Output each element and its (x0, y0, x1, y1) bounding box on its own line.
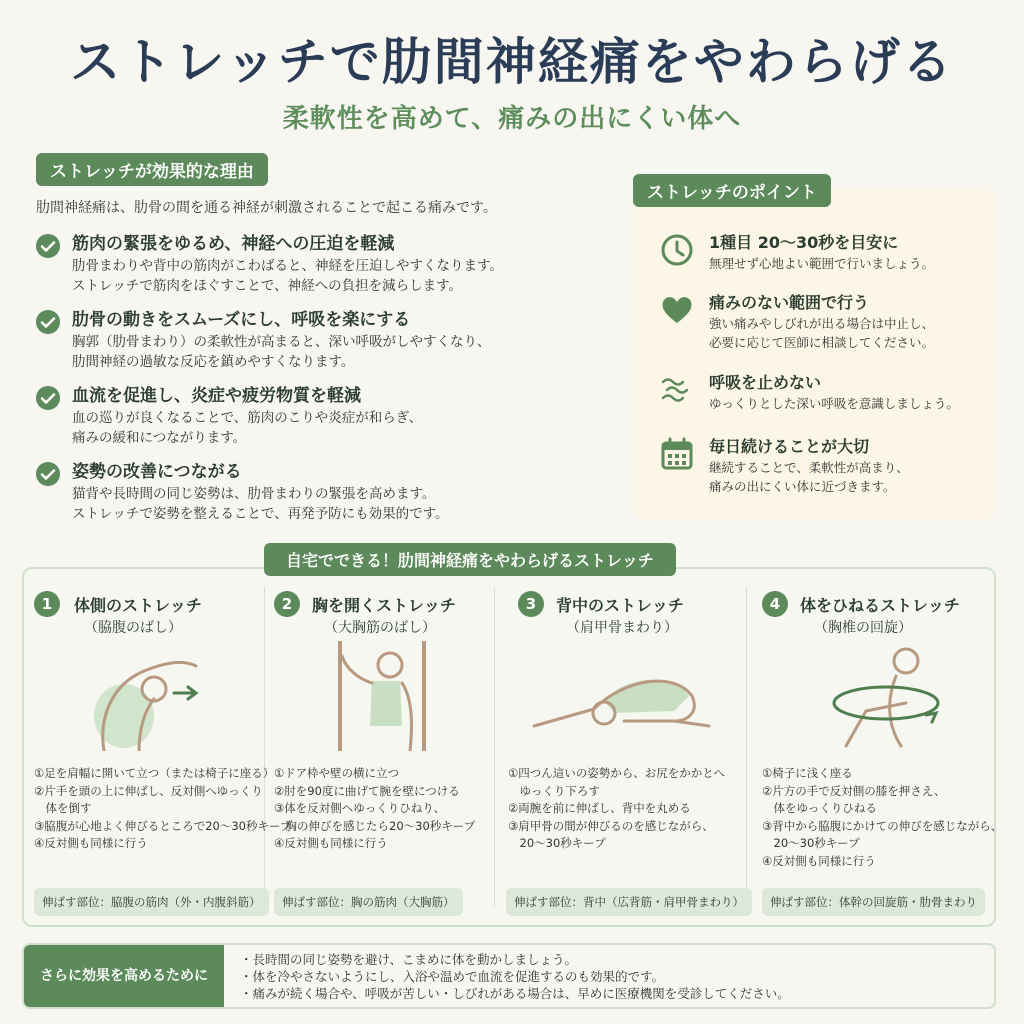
stretch-card (494, 569, 746, 925)
step-line: 20〜30秒キープ (508, 836, 606, 850)
tips-list (240, 951, 790, 1002)
point-title: 1種目 20〜30秒を目安に (709, 233, 899, 252)
step-line: ①四つん這いの姿勢から、お尻をかかとへ (508, 766, 725, 780)
stretch-title: 胸を開くストレッチ (312, 596, 456, 615)
step-line: ④反対側も同様に行う (274, 836, 388, 850)
point-line: 強い痛みやしびれが出る場合は中止し、 (709, 316, 935, 331)
reason-item (36, 384, 596, 448)
point-title: 毎日続けることが大切 (709, 437, 870, 456)
tips-box (22, 943, 996, 1009)
point-title: 痛みのない範囲で行う (709, 293, 870, 312)
tip-line: ・長時間の同じ姿勢を避け、こまめに体を動かしましょう。 (240, 952, 578, 967)
stretch-subtitle: （大胸筋のばし） (324, 620, 436, 636)
step-number: 3 (518, 591, 544, 617)
step-line: ②片手を頭の上に伸ばし、反対側へゆっくり (34, 783, 263, 798)
point-item (655, 292, 985, 352)
stretch-panel (22, 567, 1003, 927)
reason-line: ストレッチで筋肉をほぐすことで、神経への負担を減らします。 (72, 278, 463, 294)
target-muscle-label: 伸ばす部位：体幹の回旋筋・肋骨まわり (762, 888, 985, 916)
stretch-steps (274, 765, 475, 853)
stretch-title: 体をひねるストレッチ (800, 596, 960, 615)
step-line: ゆっくり下ろす (508, 783, 600, 798)
calendar-icon (659, 436, 695, 472)
check-icon (36, 462, 60, 486)
step-line: 胸の伸びを感じたら20〜30秒キープ (274, 818, 476, 833)
page-title: ストレッチで肋間神経痛をやわらげる (70, 32, 954, 91)
point-line: 痛みの出にくい体に近づきます。 (709, 479, 896, 494)
reason-list (36, 232, 596, 536)
check-icon (36, 310, 60, 334)
step-line: ①椅子に浅く座る (762, 766, 853, 780)
check-icon (36, 386, 60, 410)
point-line: ゆっくりとした深い呼吸を意識しましょう。 (709, 396, 959, 411)
tip-line: ・痛みが続く場合や、呼吸が苦しい・しびれがある場合は、早めに医療機関を受診してください。 (240, 986, 790, 1001)
why-intro: 肋間神経痛は、肋骨の間を通る神経が刺激されることで起こる痛みです。 (36, 200, 497, 216)
step-number: 2 (274, 591, 300, 617)
back-stretch-illustration (524, 641, 724, 751)
stretch-card (24, 569, 292, 925)
target-muscle-label: 伸ばす部位：脇腹の筋肉（外・内腹斜筋） (34, 888, 269, 916)
heart-icon (659, 292, 695, 328)
step-line: ④反対側も同様に行う (34, 836, 148, 850)
point-line: 無理せず心地よい範囲で行いましょう。 (709, 256, 935, 271)
stretch-subtitle: （肩甲骨まわり） (566, 620, 678, 636)
reason-line: 猫背や長時間の同じ姿勢は、肋骨まわりの緊張を高めます。 (72, 486, 436, 502)
side-stretch-illustration (54, 641, 254, 751)
point-line: 必要に応じて医師に相談してください。 (709, 335, 935, 350)
reason-title: 姿勢の改善につながる (72, 462, 242, 482)
step-line: ③体を反対側へゆっくりひねり、 (274, 801, 446, 815)
reason-item (36, 232, 596, 296)
step-line: 体を倒す (34, 801, 92, 815)
stretch-subtitle: （脇腹のばし） (84, 620, 182, 636)
clock-icon (659, 232, 695, 268)
step-line: 体をゆっくりひねる (762, 801, 877, 815)
step-line: 20〜30秒キープ (762, 836, 860, 850)
tips-label: さらに効果を高めるために (24, 945, 224, 1007)
target-muscle-label: 伸ばす部位：胸の筋肉（大胸筋） (274, 888, 463, 916)
stretch-steps (34, 765, 291, 853)
reason-title: 血流を促進し、炎症や疲労物質を軽減 (72, 386, 361, 406)
point-item (655, 372, 985, 413)
stretch-title: 体側のストレッチ (74, 596, 202, 615)
reason-line: 肋骨まわりや背中の筋肉がこわばると、神経を圧迫しやすくなります。 (72, 258, 503, 274)
check-icon (36, 234, 60, 258)
point-line: 継続することで、柔軟性が高まり、 (709, 460, 909, 475)
reason-title: 筋肉の緊張をゆるめ、神経への圧迫を軽減 (72, 234, 395, 254)
stretch-steps (508, 765, 725, 853)
step-line: ②両腕を前に伸ばし、背中を丸める (508, 801, 691, 815)
page-subtitle: 柔軟性を高めて、痛みの出にくい体へ (282, 104, 742, 134)
stretches-heading: 自宅でできる！肋間神経痛をやわらげるストレッチ (264, 543, 676, 576)
twist-stretch-illustration (776, 641, 976, 751)
point-item (655, 436, 985, 496)
reason-line: 痛みの緩和につながります。 (72, 430, 247, 446)
step-line: ③脇腹が心地よく伸びるところで20〜30秒キープ (34, 818, 292, 833)
points-box (633, 190, 995, 520)
stretch-card (264, 569, 494, 925)
step-line: ④反対側も同様に行う (762, 853, 876, 868)
step-line: ②片方の手で反対側の膝を押さえ、 (762, 783, 946, 798)
breath-icon (659, 372, 695, 408)
why-heading: ストレッチが効果的な理由 (36, 153, 268, 186)
reason-item (36, 308, 596, 372)
reason-line: 血の巡りが良くなることで、筋肉のこりや炎症が和らぎ、 (72, 410, 423, 426)
point-item (655, 232, 985, 273)
points-heading: ストレッチのポイント (633, 174, 831, 207)
step-number: 4 (762, 591, 788, 617)
step-line: ③肩甲骨の間が伸びるのを感じながら、 (508, 818, 714, 833)
step-line: ②肘を90度に曲げて腕を壁につける (274, 783, 460, 798)
stretch-card (746, 569, 1003, 925)
stretch-title: 背中のストレッチ (556, 596, 684, 615)
step-line: ③背中から脇腹にかけての伸びを感じながら、 (762, 818, 1003, 833)
step-line: ①足を肩幅に開いて立つ（または椅子に座る） (34, 766, 275, 780)
reason-line: ストレッチで姿勢を整えることで、再発予防にも効果的です。 (72, 506, 449, 522)
point-title: 呼吸を止めない (709, 373, 822, 392)
stretch-subtitle: （胸椎の回旋） (814, 620, 912, 636)
reason-item (36, 460, 596, 524)
step-number: 1 (34, 591, 60, 617)
tip-line: ・体を冷やさないようにし、入浴や温めで血流を促進するのも効果的です。 (240, 969, 665, 984)
reason-title: 肋骨の動きをスムーズにし、呼吸を楽にする (72, 310, 411, 330)
reason-line: 肋間神経の過敏な反応を鎮めやすくなります。 (72, 354, 355, 370)
chest-stretch-illustration (324, 641, 434, 751)
step-line: ①ドア枠や壁の横に立つ (274, 766, 399, 780)
stretch-steps (762, 765, 1002, 870)
target-muscle-label: 伸ばす部位：背中（広背筋・肩甲骨まわり） (506, 888, 752, 916)
reason-line: 胸郭（肋骨まわり）の柔軟性が高まると、深い呼吸がしやすくなり、 (72, 334, 491, 350)
